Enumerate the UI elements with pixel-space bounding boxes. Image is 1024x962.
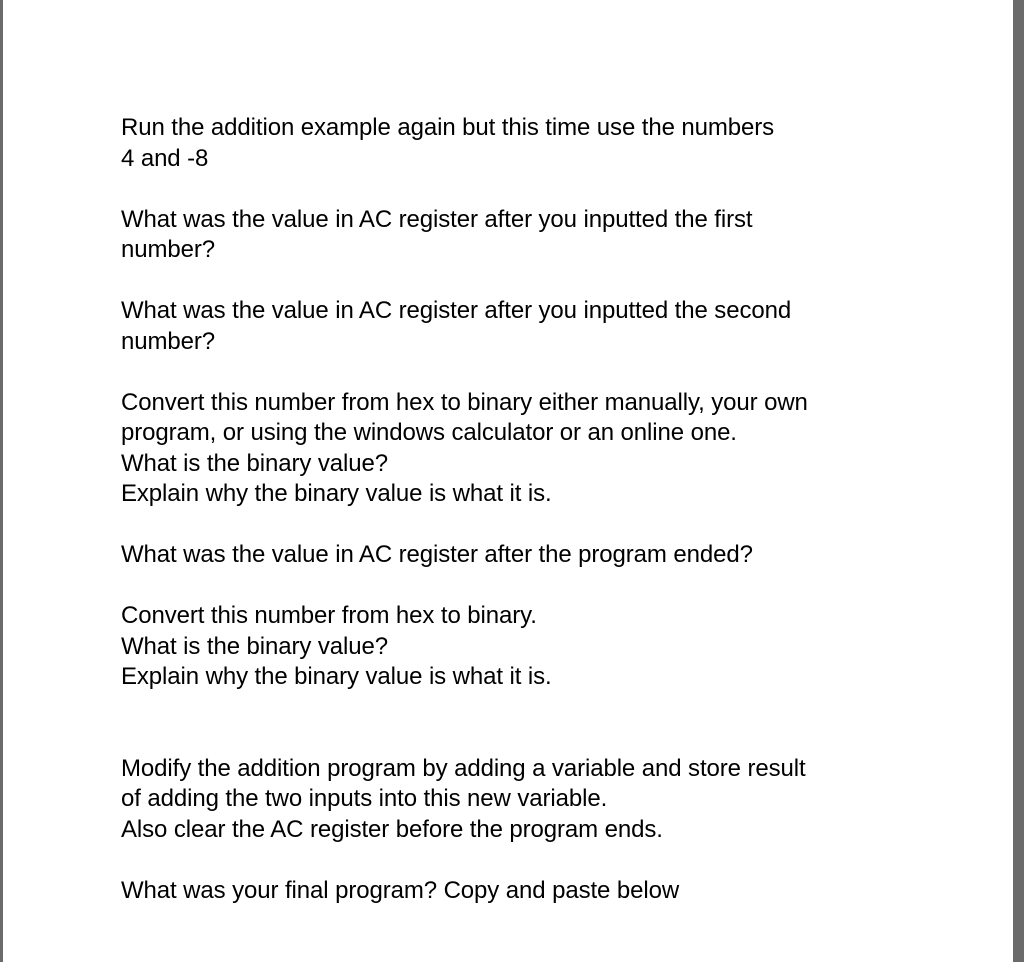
paragraph-spacer [121,357,901,388]
text-line: What is the binary value? [121,632,388,660]
paragraph-question-program-ended [121,540,901,571]
text-line: Run the addition example again but this time use the numbers [121,114,775,141]
paragraph-convert-final-value [121,601,901,693]
paragraph-spacer [121,693,901,754]
text-line: Also clear the AC register before the program ends. [121,815,663,843]
paragraph-spacer [121,174,901,205]
paragraph-addition-example [121,113,901,174]
text-line: Explain why the binary value is what it is. [121,663,552,690]
paragraph-spacer [121,266,901,297]
text-line: What was the value in AC register after the program ended? [121,541,753,568]
paragraph-convert-hex-to-binary [121,388,901,510]
text-line: What was the value in AC register after you inputted the first [121,205,753,233]
text-line: of adding the two inputs into this new variable. [121,785,608,812]
text-line: Convert this number from hex to binary either manually, your own [121,388,808,416]
text-line: program, or using the windows calculator or an online one. [121,419,737,446]
text-line: What was your final program? Copy and paste below [121,876,680,904]
text-line: What is the binary value? [121,449,388,477]
paragraph-modify-program [121,754,901,846]
text-line: Explain why the binary value is what it is. [121,480,552,507]
viewer-background-right [1013,0,1024,962]
paragraph-spacer [121,845,901,876]
document-content [121,113,901,906]
text-line: Modify the addition program by adding a variable and store result [121,754,806,782]
paragraph-spacer [121,571,901,602]
text-line: Convert this number from hex to binary. [121,602,537,629]
paragraph-question-first-number [121,205,901,266]
paragraph-final-program [121,876,901,907]
document-page [3,0,1013,962]
paragraph-question-second-number [121,296,901,357]
paragraph-spacer [121,510,901,541]
text-line: 4 and -8 [121,144,209,172]
text-line: number? [121,327,216,355]
text-line: number? [121,236,216,263]
text-line: What was the value in AC register after you inputted the second [121,297,792,324]
